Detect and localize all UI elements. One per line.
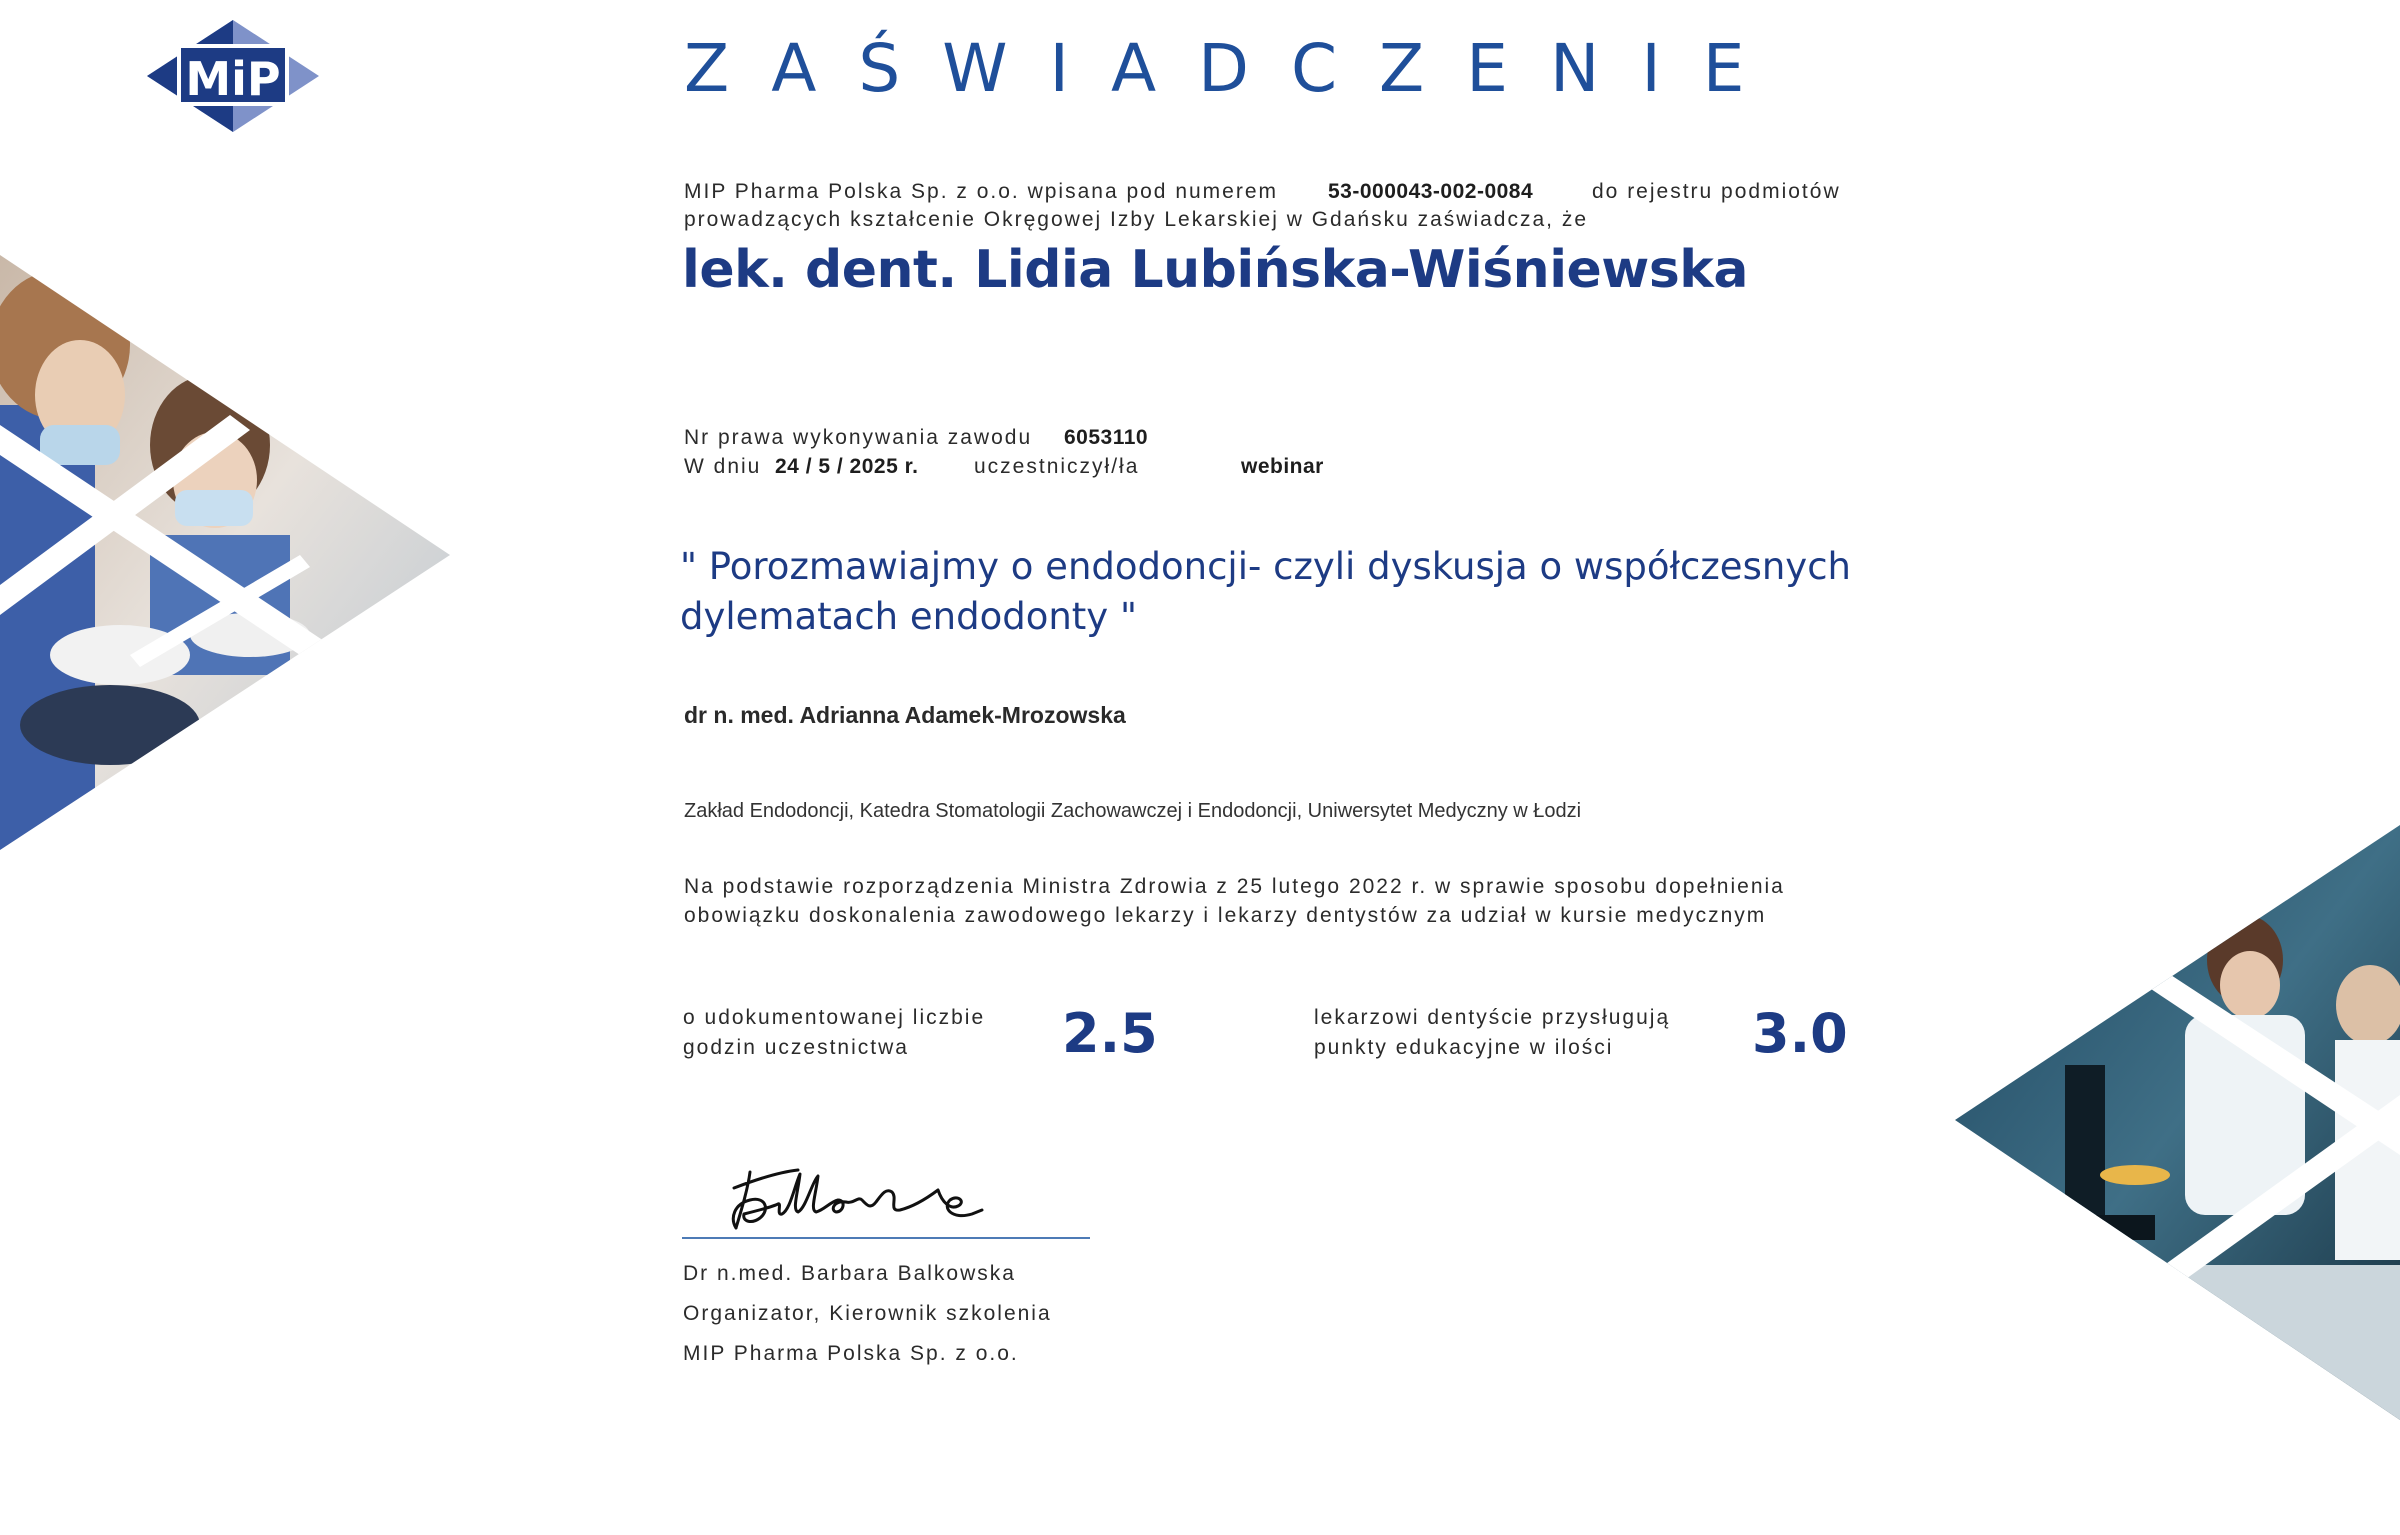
license-label: Nr prawa wykonywania zawodu	[684, 426, 1033, 449]
mip-diamond-logo-icon	[145, 18, 321, 134]
participated-label: uczestniczył/ła	[974, 455, 1140, 478]
course-form: webinar	[1241, 455, 1324, 478]
date-label: W dniu	[684, 455, 762, 478]
signatory-name: Dr n.med. Barbara Balkowska	[683, 1262, 1016, 1285]
hours-label-line1: o udokumentowanej liczbie	[683, 1006, 986, 1029]
lecturer-name: dr n. med. Adrianna Adamek-Mrozowska	[684, 702, 1126, 728]
handwritten-signature	[720, 1148, 1010, 1243]
participant-name: lek. dent. Lidia Lubińska-Wiśniewska	[682, 240, 1748, 300]
license-number: 6053110	[1064, 426, 1149, 449]
register-number: 53-000043-002-0084	[1328, 180, 1534, 203]
certificate-title: ZAŚWIADCZENIE	[684, 30, 1787, 107]
signatory-role: Organizator, Kierownik szkolenia	[683, 1302, 1052, 1325]
points-label-line1: lekarzowi dentyście przysługują	[1314, 1006, 1671, 1029]
points-value: 3.0	[1752, 1002, 1848, 1065]
hours-label-line2: godzin uczestnictwa	[683, 1036, 909, 1059]
intro-line1-b: do rejestru podmiotów	[1592, 180, 1841, 203]
dentists-at-work-photo	[0, 255, 450, 850]
logo-text: MiP	[185, 52, 281, 106]
lecturer-affiliation: Zakład Endodoncji, Katedra Stomatologii Zachowawczej i Endodoncji, Uniwersytet Medyczny w Łodzi	[684, 800, 1582, 822]
intro-line2: prowadzących kształcenie Okręgowej Izby Lekarskiej w Gdańsku zaświadcza, że	[684, 208, 1589, 231]
signature-line	[682, 1237, 1090, 1239]
mip-logo	[145, 18, 321, 134]
legal-line2: obowiązku doskonalenia zawodowego lekarzy i lekarzy dentystów za udział w kursie medycznym	[684, 904, 1767, 927]
legal-line1: Na podstawie rozporządzenia Ministra Zdrowia z 25 lutego 2022 r. w sprawie sposobu dopełnienia	[684, 875, 1785, 898]
points-label-line2: punkty edukacyjne w ilości	[1314, 1036, 1614, 1059]
course-date: 24 / 5 / 2025 r.	[775, 455, 919, 478]
course-title: " Porozmawiajmy o endodoncji- czyli dyskusja o współczesnych dylematach endodonty "	[680, 545, 1851, 638]
hours-value: 2.5	[1062, 1002, 1158, 1065]
laboratory-scientists-photo	[1955, 825, 2400, 1420]
signatory-company: MIP Pharma Polska Sp. z o.o.	[683, 1342, 1019, 1365]
intro-line1-a: MIP Pharma Polska Sp. z o.o. wpisana pod numerem	[684, 180, 1279, 203]
